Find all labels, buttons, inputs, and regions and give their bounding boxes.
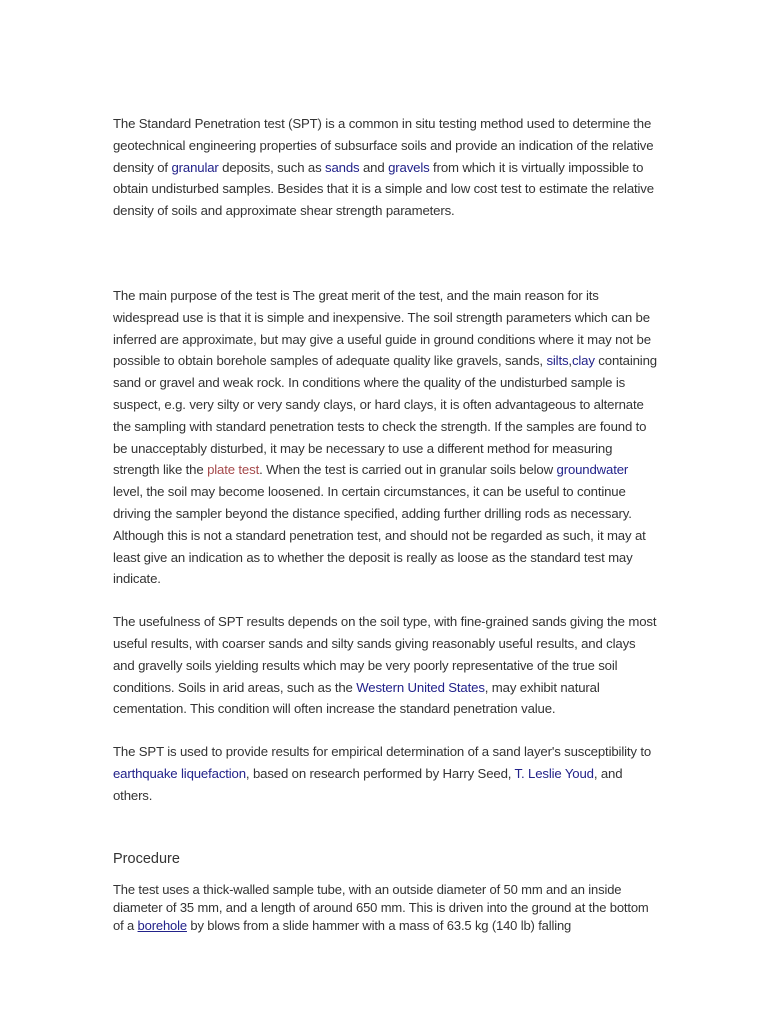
silts-link[interactable]: silts (546, 353, 569, 369)
paragraph-text: containing sand or gravel and weak rock. In conditions where the quality of the undisturbed sample is suspect, e.g. very silty or very sandy clays, or hard clays, it is often advantageous to alternate the sampling with standard penetration tests to check the strength. If the samples are found to be unacceptably disturbed, it may be necessary to use a different method for measuring strength like the (113, 353, 657, 478)
procedure-paragraph (113, 881, 658, 936)
paragraph-text: The SPT is used to provide results for empirical determination of a sand layer's susceptibility to (113, 744, 652, 760)
paragraph-text: , (568, 353, 572, 369)
usefulness-paragraph (113, 611, 658, 720)
gravels-link[interactable]: gravels (388, 159, 430, 175)
groundwater-link[interactable]: groundwater (556, 462, 629, 478)
liquefaction-paragraph (113, 741, 658, 806)
purpose-paragraph (113, 285, 658, 590)
earthquake-liquefaction-link[interactable]: earthquake liquefaction (113, 765, 246, 781)
borehole-link[interactable]: borehole (137, 917, 187, 933)
paragraph-text: , based on research performed by Harry Seed, (245, 765, 515, 781)
paragraph-text: , and others. (113, 765, 623, 803)
paragraph-text: level, the soil may become loosened. In certain circumstances, it can be useful to continue driving the sampler beyond the distance specified, adding further drilling rods as necessary. Although this is not a standard penetration test, and should not be regarded as such, it may at least give an indication as to whether the deposit is really as loose as the standard test may indicate. (113, 484, 646, 587)
paragraph-text: The Standard Penetration test (SPT) is a common in situ testing method used to determine the geotechnical engineering properties of subsurface soils and provide an indication of the relative density of (113, 116, 654, 175)
paragraph-text: , may exhibit natural cementation. This condition will often increase the standard penetration value. (113, 679, 600, 717)
t-leslie-youd-link[interactable]: T. Leslie Youd (514, 765, 594, 781)
procedure-heading: Procedure (113, 850, 180, 867)
paragraph-text: The test uses a thick-walled sample tube, with an outside diameter of 50 mm and an inside diameter of 35 mm, and a length of around 650 mm. This is driven into the ground at the bottom of a (113, 881, 649, 933)
document-page (113, 113, 658, 935)
paragraph-text: The main purpose of the test is The great merit of the test, and the main reason for its widespread use is that it is simple and inexpensive. The soil strength parameters which can be inferred are approximate, but may give a useful guide in ground conditions where it may not be possible to obtain borehole samples of adequate quality like gravels, sands, (113, 287, 651, 369)
intro-paragraph (113, 113, 658, 222)
paragraph-text: by blows from a slide hammer with a mass of 63.5 kg (140 lb) falling (186, 917, 572, 933)
paragraph-text: The usefulness of SPT results depends on the soil type, with fine-grained sands giving the most useful results, with coarser sands and silty sands giving reasonably useful results, and clays and gravelly soils yielding results which may be very poorly representative of the true soil conditions. Soils in arid areas, such as the (113, 614, 657, 695)
plate-test-link[interactable]: plate test (207, 462, 260, 478)
paragraph-text: deposits, such as (218, 159, 326, 175)
paragraph-text: and (359, 159, 389, 175)
paragraph-text: from which it is virtually impossible to obtain undisturbed samples. Besides that it is a simple and low cost test to estimate the relative density of soils and approximate shear strength parameters. (113, 159, 654, 219)
clay-link[interactable]: clay (571, 353, 595, 369)
western-united-states-link[interactable]: Western United States (356, 679, 485, 695)
paragraph-text: . When the test is carried out in granular soils below (259, 462, 557, 478)
sands-link[interactable]: sands (325, 159, 360, 175)
granular-link[interactable]: granular (171, 159, 219, 175)
